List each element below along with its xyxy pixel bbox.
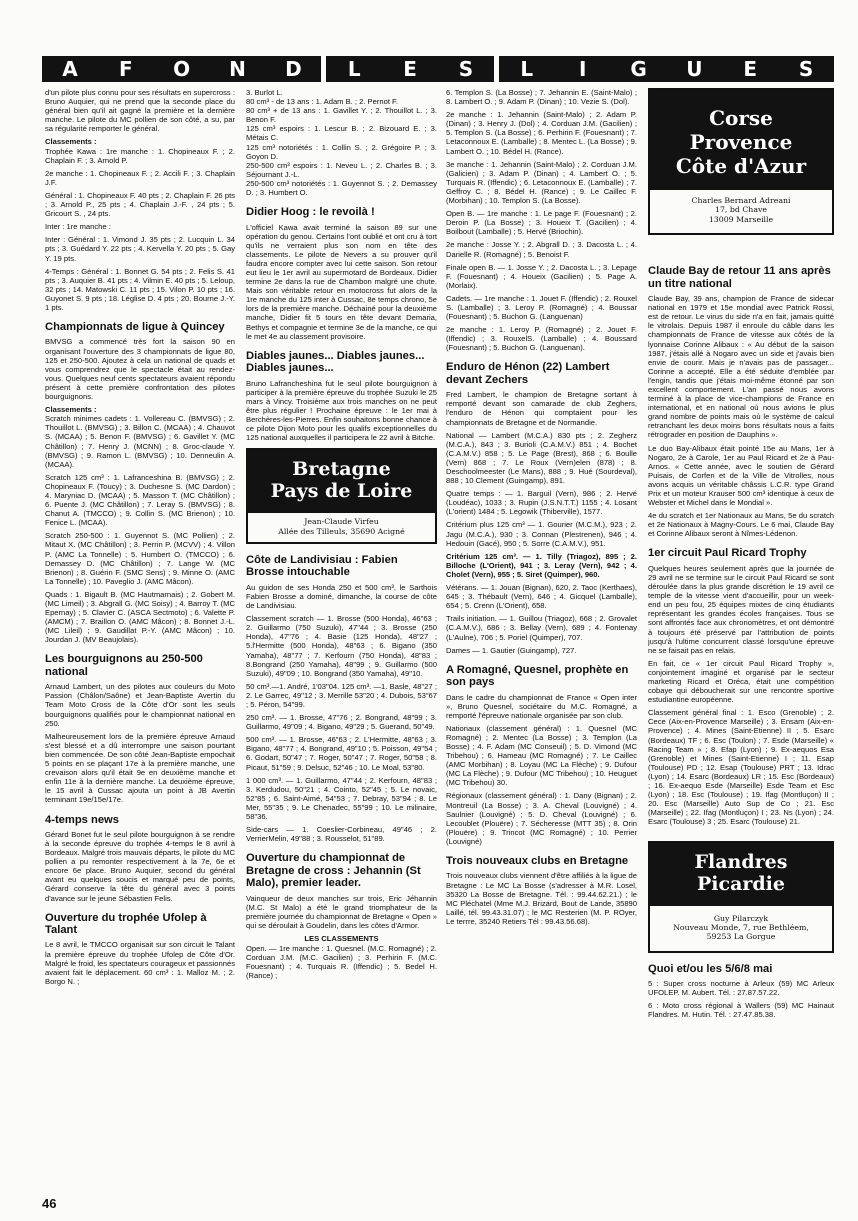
paragraph: Dans le cadre du championnat de France « Open inter », Bruno Quesnel, sociétaire du M.C. Romagné, a remporté l'épreuve nationale organisée par son club. (446, 692, 637, 720)
section-banner (42, 56, 834, 82)
paragraph: Malheureusement lors de la première épreuve Arnaud s'est blessé et a dû interrompre une saison pourtant bien commencée. De son côté Jean-Baptiste empochait 5 points en se plaçant 17e à la première manche, une crevaison alors qu'il était 9e en deuxième manche et enfin 11e à la dernière manche. La deuxième épreuve, le 15 avril à Cussac ajouta un point à JB Avertin terminant 19e/15e/17e. (45, 731, 235, 805)
region-box-bretagne (246, 448, 437, 544)
page-number: 46 (42, 1196, 57, 1211)
paragraph: Vainqueur de deux manches sur trois, Eric Jéhannin (M.C. St Malo) a été le grand triomphateur de la première journée du championnat de Bretagne « Open » qui se déroulait à Goudelin, dans les côtes d'Armor. (246, 893, 437, 930)
paragraph: 4e du scratch et 1er Nationaux au Mans, 5e du scratch et 2e Nationaux à Magny-Cours. Le 6 mai, Claude Bay et Corinne Alibaux seront à Nîmes-Lédenon. (648, 511, 834, 539)
paragraph: 50 cm³.—1. André, 1'03"04. 125 cm³. —1. Basle, 48"27 ; 2. Le Garrec, 49"12 ; 3. Merrille 53"20 ; 4. Dubois, 53"67 ; 5. Péron, 54"99. (246, 681, 437, 709)
paragraph: Scratch minimes cadets : 1. Vollereau C. (BMVSG) ; 2. Thouillot L. (BMVSG) ; 3. Billon C. (MCAA) ; 4. Chauvot S. (MCAA) ; 5. Benon F. (BMVSG) ; 6. Gavillet Y. (MC Châtillon) ; 7. Henry J. (MCNN) ; 8. Groc-claude Y. (BMVSG) ; 9. Ramon L. (BMVSG) ; 10. Denneulin A. (MCAA). (45, 414, 235, 469)
paragraph: Trophée Kawa : 1re manche : 1. Chopineaux F. ; 2. Chaplain F. ; 3. Arnold P. (45, 146, 235, 165)
banner-letter: O (154, 56, 210, 82)
article-heading: 1er circuit Paul Ricard Trophy (648, 547, 807, 560)
paragraph: Claude Bay, 39 ans, champion de France de sidecar national en 1979 et 15e mondial avec Patrick Rossi, est de retour. Le virus du side n'a en fait, jamais quitté le vitrolais. Depuis 1987 il enroule du câble dans les championnats de France de vitesse aux côtés de la lyonnaise Corinne Alibaux : « Au début de la saison 1987, j'étais allé à Nogaro avec un side et j'avais bien envie de courir. Mais je n'avais pas de passager... Corinne a accepté. Elle a été séduite d'emblée par l'engin, tandis que j'étais moi-même étonné par son excellent comportement. L'an passé nous avons terminé à la place de vice-champions de France en international, et en national où nous avions le plus grand nombre de points mais où le système de calcul retranchant les deux moins bons résultats nous a faits rétrograder en position de Dauphins ». (648, 294, 834, 440)
column-1 (45, 88, 235, 1193)
region-address: Charles Bernard Adreani 17, bd Chave 13009 Marseille (691, 196, 791, 224)
paragraph: 3. Burlot L. (246, 88, 283, 97)
banner-letter: E (722, 56, 778, 82)
paragraph: Quelques heures seulement après que la journée de 29 avril ne se termine sur le circuit Paul Ricard se sont déroulée dans la plus grande discrétion le 19 avril ce temple de la vitesse vient d'accueillir, pour un week-end un peu fou, 25 équipes mixtes de cinq étudiants représentant les grandes écoles françaises. Tous se sont affrontés face aux chronomètres, et ont démontré à toujours été préservé par l'attribution de points jusqu'à l'ultime concurrent classé lorsqu'une épreuve ne se faisait pas en relais. (648, 563, 834, 655)
paragraph: Open. — 1re manche : 1. Quesnel. (M.C. Romagné) ; 2. Corduan J.M. (M.C. Gacilien) ; 3. Perhirin F. (M.C. Fouesnant) ; 4. Turquais R. (Iffendic) ; 5. Bedel H. (Rance) ; (246, 943, 437, 981)
paragraph: 2e manche : 1. Chopineaux F. ; 2. Accili F. ; 3. Chaplain J.F. (45, 168, 235, 187)
paragraph: 250 cm³. — 1. Brosse, 47"76 ; 2. Bongrand, 48"99 ; 3. Guillarmo, 49"09 ; 4. Bigano, 49"29 ; 5. Guerand, 50"49. (246, 713, 437, 732)
region-address: Jean-Claude Virfeu Allée des Tilleuls, 35690 Acigné (278, 517, 405, 536)
paragraph: Inter : 1re manche : (45, 222, 111, 232)
paragraph: Dames — 1. Gautier (Guingamp), 727. (446, 645, 577, 655)
banner-letter: A (42, 56, 98, 82)
paragraph: National — Lambert (M.C.A.) 830 pts ; 2. Zegherz (M.C.A.), 843 ; 3. Burioli (C.A.M.V.) 851 ; 4. Bochet (C.A.M.V.) 858 ; 5. Le Page (Brest), 868 ; 6. Boulle (Vern) 868 ; 7. Le Roux (Vern)elen (878) ; 8. Deschoolmeester (Le Mans), 888 ; 9. Hué (Sourdeval), 888 ; 10 Clement (Guingamp), 891. (446, 430, 637, 486)
region-address: Guy Pilarczyk Nouveau Monde, 7, rue Bethléem, 59253 La Gorgue (673, 913, 809, 942)
paragraph: 500 cm³. — 1. Brosse, 46"63 ; 2. L'Hermitte, 48"63 ; 3. Bigano, 48"77 ; 4. Bongrand, 49"10 ; 5. Poisson, 49"54 ; 6. Godart, 50"47 ; 7. Roger, 50"47 ; 7. Roger, 50"58 ; 8. Picaut, 51"59 ; 9. Delsuc, 52"46 ; 10. Le Moal, 53"80. (246, 735, 437, 772)
paragraph: BMVSG a commencé très fort la saison 90 en organisant l'ouverture des 3 championnats de ligue 80, 125 et 250-500. Ajoutez à cela un national de quads et vous comprendrez que le spectacle était au rendez-vous. Quelques neuf cents spectateurs avaient répondu présent à cette première confrontation des pilotes bourguignons. (45, 337, 235, 402)
region-title: Corse Provence Côte d'Azur (650, 90, 832, 190)
region-box-flandres (648, 841, 834, 953)
paragraph: 250-500 cm³ notoriétés : 1. Guyennot S. ; 2. Demassey D. ; 3. Humbert O. (246, 178, 437, 198)
paragraph: 250-500 cm³ espoirs : 1. Neveu L. ; 2. Charles B. ; 3. Séjournant J.-L. (246, 160, 437, 179)
paragraph: 1 000 cm³. — 1. Guillarmo, 47"44 ; 2. Kerfourn, 48"83 ; 3. Kerdudou, 50"21 ; 4. Cointo, 52"45 ; 5. Le novaic, 52"85 ; 6. Saint-Aimé, 54"53 ; 7. Debray, 53"94 ; 8. Le Mer, 55"35 ; 9. Le Chenadec, 55"99 ; 10. Le milinaire, 58"36. (246, 775, 437, 821)
article-heading: Didier Hoog : le revoilà ! (246, 206, 375, 219)
banner-letter: L (499, 56, 555, 82)
article-heading: 4-temps news (45, 813, 119, 826)
paragraph: Finale open B. — 1. Josse Y. ; 2. Dacosta L. ; 3. Lepage F. (Fouesnant) ; 4. Houeix (Gacilien) ; 5. Page A. (Morlaix). (446, 262, 637, 290)
banner-letter: G (611, 56, 667, 82)
region-title: Flandres Picardie (650, 843, 832, 906)
paragraph: Général : 1. Chopineaux F. 40 pts ; 2. Chaplain F. 26 pts ; 3. Arnold P., 25 pts ; 4. Chaplain J.-F. , 24 pts ; 5. Gricourt S. , 24 pts. (45, 190, 235, 219)
paragraph: Quatre temps : — 1. Barguil (Vern), 986 ; 2. Hervé (Loudéac), 1033 ; 3. Rupin (J.S.N.T.T.) 1155 ; 4. Losant (L'orient) 1484 ; 5. Legowik (Thiberville), 1577. (446, 489, 637, 517)
paragraph: Cadets. — 1re manche : 1. Jouet F. (Iffendic) ; 2. Rouxel S. (Lamballe) ; 3. Leroy P. (Romagné) ; 4. Boussar (Fouesnant) ; 5. Buchon G. (Languenan) (446, 293, 637, 322)
paragraph: Au guidon de ses Honda 250 et 500 cm³, le Sarthois Fabien Brosse a dominé, dimanche, la course de côte de Landivisiau. (246, 582, 437, 611)
paragraph: 4-Temps : Général : 1. Bonnet G. 54 pts ; 2. Felis S. 41 pts ; 3. Auquier B. 41 pts ; 4. Vilmin E. 40 pts ; 5. Leloup, 32 pts ; 14. Matowski C. 11 pts ; 15. Vilon P. 10 pts ; 16. Guyonet S. 9 pts ; 18. Léglise D. 4 pts ; 20. Bourne J.-Y. 1 pts. (45, 266, 235, 312)
paragraph: Scratch 125 cm³ : 1. Lafranceshina B. (BMVSG) ; 2. Chopineaux F. (Toucy) ; 3. Duchesne S. (MC Dardon) ; 4. Maryniac D. (MCAA) ; 5. Masson T. (MC Châtillon) ; 6. Puente J. (MC Châtillon) ; 7. Leray S. (BMVSG) ; 8. Chanut A. (TMCCO) ; 9. Collin S. (MC Brienon) ; 10. Fenice L. (MCAA). (45, 472, 235, 528)
paragraph: Open B. — 1re manche : 1. Le page F. (Fouesnant) ; 2. Deroin P. (La Bosse) ; 3. Houeix T. (Gacilien) ; 4. Boilbout (Lamballe) ; 5. Hervé (Briochin). (446, 209, 637, 237)
paragraph: Critérium plus 125 cm³ — 1. Gourier (M.C.M.), 923 ; 2. Jagu (M.C.A.), 930 ; 3. Connan (Plestrenen), 946 ; 4. Hedouin (Gacé), 950 ; 5. Sorre (C.A.M.V.), 951. (446, 520, 637, 548)
paragraph: Classements : (45, 137, 97, 147)
column-3 (446, 88, 637, 1208)
region-title: Bretagne Pays de Loire (248, 450, 435, 513)
paragraph: 80 cm³ + de 13 ans : 1. Gavillet Y. ; 2. Thouillot L. ; 3. Benon F. (246, 106, 437, 125)
paragraph: 2e manche : 1. Jehannin (Saint-Malo) ; 2. Adam P. (Dinan) ; 3. Henry J. (Dol) ; 4. Corduan J.M. (Gacilien) ; 5. Templon S. (La Bosse) ; 6. Perhirin F. (Fouesnant) ; 7. Letaconnoux E. (Lamballe) ; 8. Mentec L. (La Bosse) ; 9. Lambert O. ; 10. Bédel H. (Rance). (446, 110, 637, 156)
paragraph: Gérard Bonet fut le seul pilote bourguignon à se rendre à la seconde épreuve du trophée 4-temps le 8 avril à Bordeaux. Malgré trois mauvais départs, le pilote du MC pollien a pu remonter respectivement à la 7e, 6e et encore 6e place. Bruno Auquier, second du général avant eu quelques soucis et marqué peu de points, Gérard conserve la tête du général avec 3 points d'avance sur le jeune Sébastien Felis. (45, 829, 235, 903)
region-box-corse (648, 88, 834, 235)
article-heading: Enduro de Hénon (22) Lambert devant Zechers (446, 361, 610, 386)
column-4 (648, 88, 834, 1208)
paragraph: Fred Lambert, le champion de Bretagne sortant à remporté devant son camarade de club Zeghers, l'enduro de Hénon qui comptaient pour les championnats de Bretagne et de Normandie. (446, 390, 637, 427)
paragraph: 6. Templon S. (La Bosse) ; 7. Jehannin E. (Saint-Malo) ; 8. Lambert O. ; 9. Adam P. (Dinan) ; 10. Vezie S. (Dol). (446, 88, 637, 107)
paragraph: Classements : (45, 405, 97, 415)
paragraph: 125 cm³ espoirs : 1. Lescur B. ; 2. Bizouard E. ; 3. Métais C. (246, 124, 437, 143)
paragraph: Classement général final : 1. Esco (Grenoble) ; 2. Cece (Aix-en-Provence Marseille) ; 3. Ensam (Aix-en-Provence) ; 4. Mines (Saint-Etienne) II ; 5. Esarc (Bordeaux) TF ; 6. Esc (Toulon) ; 7. Esde (Marseille) « Racing Team » ; 8. Efap (Lyon) ; 9. Ex-aequos Esa (Grenoble) et Mines (Saint-Etienne) I ; 11. Esap (Toulouse) PD ; 12. Esap (Toulouse) PRT ; 13. Idrac (Lyon) ; 14. Esarc (Bordeaux) LR ; 15. Esc (Bordeaux) ; 16. Ex-aequo Esde (Marseille) Esde Team et Esc (Lyon) ; 18. Esc (Toulouse) ; 19. Ifag (Montluçon) II ; 20. Esc (Marseille) Auto Sup de Co ; 21. Esc (Marseille) ; 22. Ifag (Montluçon) I ; 23. Ns (Lyon) ; 24. Esarc (Toulouse) 3 ; 25. Esarc (Toulouse) 21. (648, 708, 834, 827)
paragraph: Le 8 avril, le TMCCO organisait sur son circuit le Talant la première épreuve du trophée Ufolep de Côte d'Or. Malgré le froid, les spectateurs courageux et passionnés avaient fait le déplacement. 60 cm³ : 1. Malloz M. ; 2. Borgo N. ; (45, 940, 235, 986)
banner-letter: S (438, 56, 494, 82)
article-heading: Côte de Landivisiau : Fabien Brosse intouchable (246, 554, 398, 579)
paragraph: Classement scratch — 1. Brosse (500 Honda), 46"63 ; 2. Guillarmo (750 Suzuki), 47"44 ; 3. Brosse (250 Honda), 47"76 ; 4. Basie (125 Honda), 48"27 ; 5.l'Hermitte (500 Honda), 48"63 ; 6. Bigano (350 Yamaha), 48"77 ; 7. Kerfourn (750 Honda), 48"83 ; 8.Bongrand (250 Yamaha), 48"99 ; 9. Guillarmo (500 Suzuki), 49"09 ; 10. Bongrand (350 Yamaha), 49"10. (246, 614, 437, 678)
article-heading: Ouverture du championnat de Bretagne de cross : Jehannin (St Malo), premier leader. (246, 852, 421, 890)
paragraph: 2e manche : 1. Leroy P. (Romagné) ; 2. Jouet F. (Iffendic) ; 3. RouxelS. (Lamballe) ; 4. Boussard (Fouesnant) ; 5. Buchon G. (Languenan). (446, 325, 637, 353)
paragraph: Vétérans. — 1. Jouan (Bignan), 620, 2. Taoc (Kerthaes), 645 ; 3. Thébault (Vern), 646 ; 4. Gicquel (Lamballe), 654 ; 5. Crenn (L'Orient), 658. (446, 583, 637, 611)
banner-letter: U (666, 56, 722, 82)
banner-letter: N (210, 56, 266, 82)
banner-letter: S (778, 56, 834, 82)
paragraph: Arnaud Lambert, un des pilotes aux couleurs du Moto Passion (Châlon/Saône) et Jean-Baptiste Avertin du Team Moto Cross de la Côte d'Or sont les seuls bourguignons qualifiés pour le championnat national en 250. (45, 682, 235, 728)
paragraph: Quads : 1. Bigault B. (MC Hautmarnais) ; 2. Gobert M. (MC Limeil) ; 3. Abgrall G. (MC Soisy) ; 4. Barroy T. (MC Epernay) ; 5. Clavier C. (ASCA Sectmoto) ; 6. Valette P. (AMCM) ; 7. Braillon O. (AMC Mâcon) ; 8. Bonnet J.-L. (MC Lileil) ; 9. Gaudillat P.-Y. (AMC Mâcon) ; 10. Jourdan J. (MV Beaujolais). (45, 589, 235, 645)
paragraph: d'un pilote plus connu pour ses résultats en supercross : Bruno Auquier, qui ne prend que la seconde place du général bien qu'il ait gagné la première et la dernière manche. Le pilote du MC pollien de son côté, a su, par sa régularité remporter le général. (45, 88, 235, 134)
article-heading: Quoi et/ou les 5/6/8 mai (648, 962, 773, 975)
paragraph: Scratch 250-500 : 1. Guyennot S. (MC Pollien) ; 2. Mitaut X. (MC Châtillon) ; 3. Perrin P. (MCVV) ; 4. Villon P. (AMC La Tonnelle) ; 5. Humbert O. (TMCCO) ; 6. Demassey D. (MC Châtillon) ; 7. Lange W. (MC Brienon) ; 8. Guérin F. (SMC Sens) ; 9. Minne O. (AMC La Tonnelle) ; 10. Paveglio J. (AMC Mâcon). (45, 531, 235, 586)
paragraph: Critérium 125 cm³. — 1. Tilly (Triagoz), 895 ; 2. Billoche (L'Orient), 941 ; 3. Leray (Vern), 942 ; 4. Cholet (Vern), 955 ; 5. Siret (Quimper), 960. (446, 551, 637, 579)
paragraph: 5 : Super cross nocturne à Arleux (59) MC Arleux UFOLEP. M. Aubert. Tél. : 27.87.57.22. (648, 979, 834, 998)
paragraph: Régionaux (classement général) : 1. Dany (Bignan) ; 2. Montreuil (La Bosse) ; 3. A. Cheval (Louvigné) ; 4. Saulnier (Louvigné) ; 5. D. Cheval (Louvigné) ; 6. Lecoublet (Plouëre) ; 7. Sécheresse (MTT 35) ; 8. Orin (Plouëre) ; 9. Trincot (MC Romagné) ; 10. Perrier (Louvigné) (446, 791, 637, 846)
article-heading: Claude Bay de retour 11 ans après un titre national (648, 265, 831, 290)
banner-letter: D (265, 56, 321, 82)
article-heading: A Romagné, Quesnel, prophète en son pays (446, 663, 629, 689)
paragraph: 80 cm³ - de 13 ans : 1. Adam B. ; 2. Pernot F. (246, 97, 398, 107)
article-heading: Diables jaunes... Diables jaunes... Diables jaunes... (246, 349, 425, 375)
article-heading: Championnats de ligue à Quincey (45, 321, 225, 334)
paragraph: 2e manche : Josse Y. ; 2. Abgrall D. ; 3. Dacosta L. ; 4. Darielle R. (Romagné) ; 5. Benoist F. (446, 240, 637, 259)
paragraph: Trois nouveaux clubs viennent d'être affiliés à la ligue de Bretagne : Le MC La Bosse (s'adresser à M.R. Losel, 35320 La Bosse de Bretagne. Tél. : 99.44.62.21.) ; le MC Pléchatel (Mme M.J. Brizard, Bout de Lande, 35890 Laillé, tél. 99.43.31.07) ; le MC Resterien (M. P. ROyer, Le terrre, 35240 Retiers Tél : 99.43.56.68). (446, 871, 637, 926)
paragraph: Le duo Bay-Alibaux était pointé 15e au Mans, 1er à Nogaro, 2e à Carole, 1er au Paul Ricard et 2e à Pau-Arnos. « Cette année, avec le soutien de Gérard Puisais, de Corfen et de la Ville de Vitrolles, nous avons acquis un véritable châssis L.C.R. type Grand Prix et un moteur Krauser 500 cm³ identique à ceux de Webster et Michel dans le Mondial ». (648, 443, 834, 508)
banner-letter: L (326, 56, 382, 82)
paragraph: Bruno Lafrancheshina fut le seul pilote bourguignon à participer à la première épreuve du trophée Suzuki le 25 mars à Vincy. Troisième aux trois manches on ne peut être plus régulier ! Prochaine épreuve : le 1er mai à Berchères-les-Pierres. Enfin souhaitons bonne chance à ce pilote Dijon Moto pour les qualifs exceptionnelles du 125 national auxquelles il participera le 22 avril à Bitche. (246, 378, 437, 443)
article-heading: Trois nouveaux clubs en Bretagne (446, 855, 629, 867)
paragraph: Inter : Général : 1. Vimond J. 35 pts ; 2. Lucquin L. 34 pts ; 3. Guédard Y. 22 pts ; 4. Kervella Y. 20 pts ; 5. Gay Y. 19 pts. (45, 235, 235, 263)
paragraph: 125 cm³ notoriétés : 1. Collin S. ; 2. Grégoire P. ; 3. Goyon D. (246, 142, 437, 161)
paragraph: Side-cars — 1. Coeslier-Corbineau, 49"46 ; 2. VerrierMelin, 49"88 ; 3. Rousselot, 51"89. (246, 825, 437, 844)
banner-letter: E (382, 56, 438, 82)
paragraph: Trails initiation. — 1. Guillou (Triagoz), 668 ; 2. Grovalet (C.A.M.V.), 686 ; 3. Bellay (Vern), 689 ; 4. Fontenay (L'Aulne), 706 ; 5. Poriel (Quimper), 707. (446, 614, 637, 642)
paragraph: En fait, ce « 1er circuit Paul Ricard Trophy », conjointement imaginé et organisé par le secteur marketing Ricard et Oréca, était une compétition cobaye qui déboucherait sur une rencontre sportive estudiantine européenne. (648, 658, 834, 705)
banner-letter: I (555, 56, 611, 82)
paragraph: 6 : Moto cross régional à Wallers (59) MC Hainaut Flandres. M. Hutin. Tél. : 27.47.85.38. (648, 1001, 834, 1020)
paragraph: L'officiel Kawa avait terminé la saison 89 sur une opération du genou. Certains l'ont oublié et ont cru à tort qu'ils ne verraient plus son nom en tête des classements. Le pilote de Nevers a su prouver qu'il faudra encore compter avec lui cette saison. Son retour eut lieu le 1er avril au supermotard de Bordeaux. Didier termine 2e dans la rue de Chambon malgré une chute. Mais son véritable retour en motocross fut alors de la 1re manche du 125 inter à Cussac, 8e temps chrono, 5e lors de la première manche. Déchainé pour la deuxième manche, Didier fit 5 tours en tête devant Demaria, Bethys et compagnie et termine 3e de la manche, ce qui le met 4e au classement provisoire. (246, 222, 437, 341)
column-2 (246, 88, 437, 1208)
article-heading: Les bourguignons au 250-500 national (45, 653, 203, 678)
banner-letter: F (98, 56, 154, 82)
paragraph: 3e manche : 1. Jehannin (Saint-Malo) ; 2. Corduan J.M. (Galicien) ; 3. Adam P. (Dinan) ; 4. Lambert O. ; 5. Turquais R. (Iffendic) ; 6. Letaconnoux E. (Lamballe) ; 7. Geffroy C. ; 8. Bédel H. (Rance) ; 9. Le Caillec F. (Morbihan) ; 10. Templon S. (La Bosse). (446, 159, 637, 206)
article-heading: Ouverture du trophée Ufolep à Talant (45, 911, 207, 937)
paragraph: LES CLASSEMENTS (304, 933, 379, 943)
paragraph: Nationaux (classement général) : 1. Quesnel (MC Romagné) ; 2. Mentec (La Bosse) ; 3. Templon (La Bosse) ; 4. F. Adam (MC Conseuil) ; 5. D. Vimond (MC Tribehou) ; 6. Hameau (MC Romagné) ; 7. Le Caillec (AMC Morbihan) ; 8. Loyau (MC La Flèche) ; 9. Dufour (MC La Flèche) ; 9. Dufour (MC Tribehou) ; 10. Heuguet (MC Tribehou) 30. (446, 723, 637, 788)
